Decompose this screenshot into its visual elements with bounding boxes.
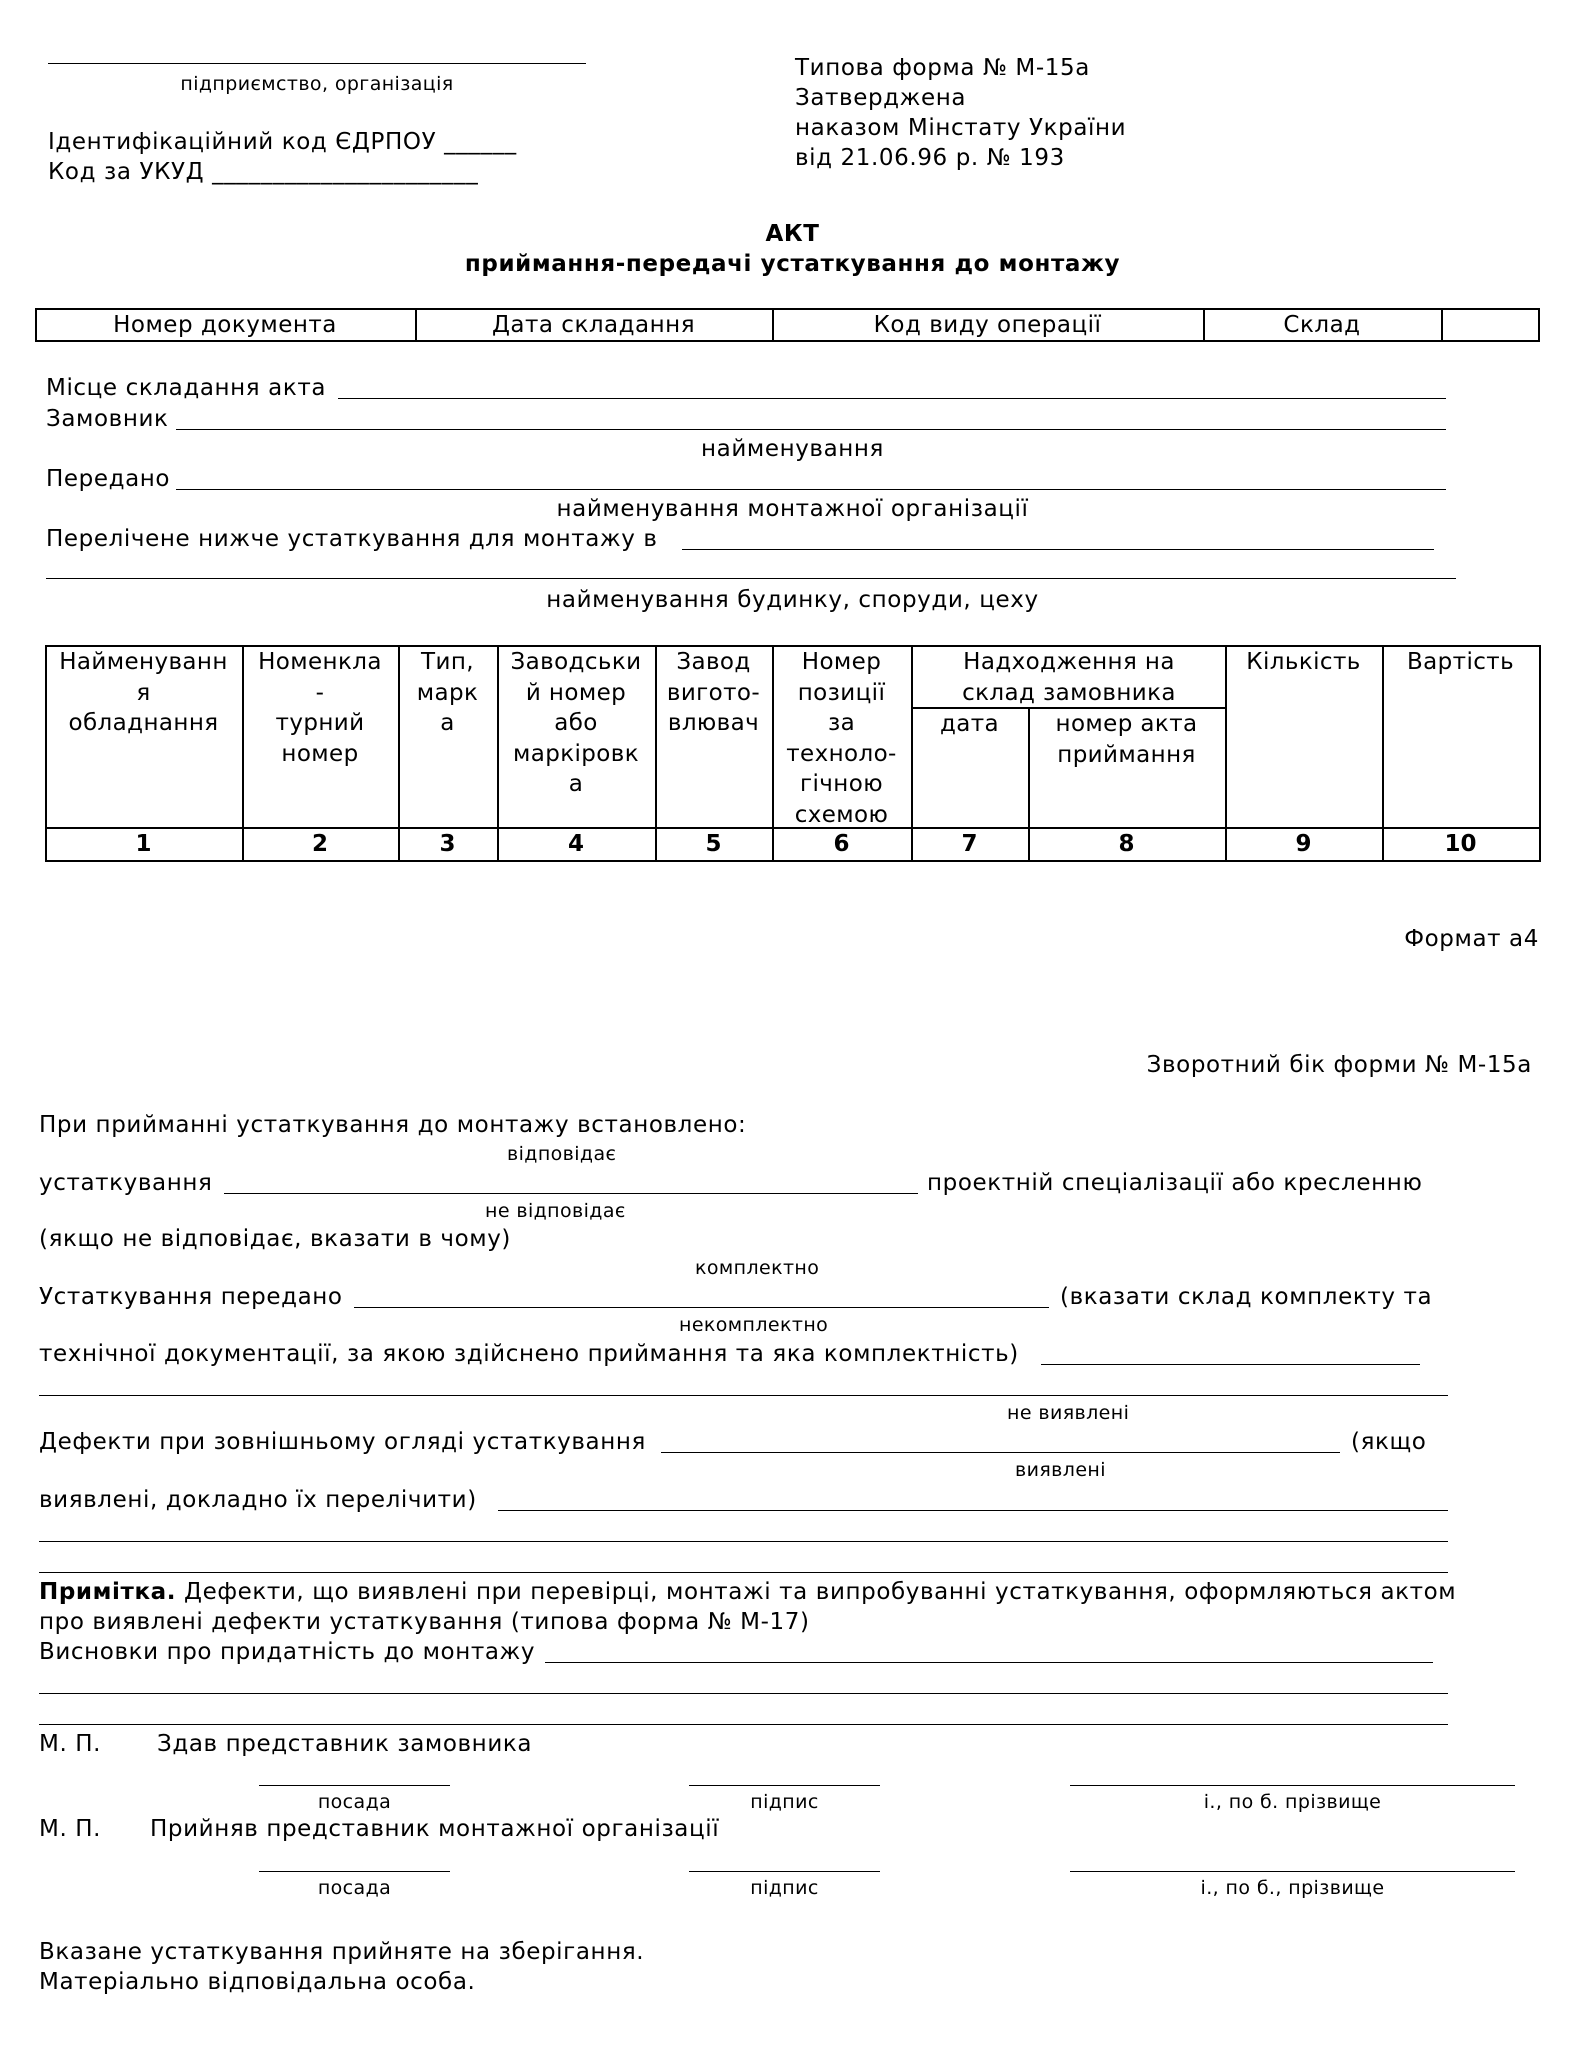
transferred-caption: найменування монтажної організації <box>556 496 1029 522</box>
position-caption: посада <box>317 1791 392 1813</box>
col-number: 10 <box>1444 831 1477 857</box>
signature-caption: підпис <box>750 1877 819 1899</box>
position-line <box>259 1871 450 1872</box>
intro-text: При прийманні устаткування до монтажу встановлено: <box>39 1112 747 1138</box>
form-number: Типова форма № М-15а <box>795 55 1090 81</box>
name-line <box>1070 1871 1515 1872</box>
responsible-text: Матеріально відповідальна особа. <box>39 1969 476 1995</box>
note-text: Примітка. Дефекти, що виявлені при перевірці, монтажі та випробуванні устаткування, оформляються актом <box>39 1579 1457 1605</box>
format-label: Формат а4 <box>1404 926 1539 952</box>
handed-label: Здав представник замовника <box>157 1731 533 1757</box>
transferred-text: Устаткування передано <box>39 1284 343 1310</box>
tech-docs-line-2 <box>39 1395 1448 1396</box>
col-number: 1 <box>135 831 152 857</box>
col-date-header: дата <box>939 711 1000 737</box>
back-side-label: Зворотний бік форми № М-15а <box>1146 1052 1532 1078</box>
customer-line <box>176 429 1446 430</box>
if-text: (якщо <box>1351 1429 1427 1455</box>
listed-line-2 <box>46 578 1456 579</box>
stored-text: Вказане устаткування прийняте на зберігання. <box>39 1939 645 1965</box>
complete-caption: комплектно <box>695 1257 820 1279</box>
doc-subtitle: приймання-передачі устаткування до монтажу <box>464 251 1121 277</box>
position-line <box>259 1785 450 1786</box>
conclusions-line-3 <box>39 1724 1448 1725</box>
listed-label: Перелічене нижче устаткування для монтажу в <box>46 526 658 552</box>
customer-label: Замовник <box>46 406 169 432</box>
edrpou-label: Ідентифікаційний код ЄДРПОУ ______ <box>48 129 517 155</box>
col-name-header: Найменуванн я обладнання <box>59 649 228 736</box>
doc-title: АКТ <box>765 221 820 247</box>
col-quantity-header: Кількість <box>1246 649 1361 675</box>
col-number: 7 <box>961 831 978 857</box>
form-order: наказом Мінстату України <box>795 115 1127 141</box>
conclusions-line-2 <box>39 1693 1448 1694</box>
transferred-line <box>176 489 1446 490</box>
doc-number-header: Номер документа <box>113 312 337 338</box>
conclusions-label: Висновки про придатність до монтажу <box>39 1639 536 1665</box>
col-number: 2 <box>311 831 328 857</box>
not-found-caption: не виявлені <box>1007 1402 1130 1424</box>
position-caption: посада <box>317 1877 392 1899</box>
found-caption: виявлені <box>1015 1459 1106 1481</box>
col-number: 5 <box>705 831 722 857</box>
col-type-header: Тип, марк а <box>416 649 479 736</box>
col-act-number-header: номер акта приймання <box>1055 711 1198 768</box>
name-caption: і., по б. прізвище <box>1203 1791 1382 1813</box>
defects-text: Дефекти при зовнішньому огляді устаткування <box>39 1429 646 1455</box>
building-caption: найменування будинку, споруди, цеху <box>546 587 1039 613</box>
correspondence-line <box>224 1193 918 1194</box>
col-position-header: Номер позиції за техноло- гічною схемою <box>786 649 897 828</box>
col-number: 6 <box>833 831 850 857</box>
equipment-label: устаткування <box>39 1170 213 1196</box>
col-number: 4 <box>567 831 584 857</box>
tech-docs-line <box>1041 1364 1420 1365</box>
not-corresponds-caption: не відповідає <box>485 1200 626 1222</box>
col-serial-header: Заводськи й номер або маркіровк а <box>510 649 642 797</box>
listed-line <box>682 549 1434 550</box>
customer-caption: найменування <box>701 436 884 462</box>
if-not-text: (якщо не відповідає, вказати в чому) <box>39 1226 511 1252</box>
operation-code-header: Код виду операції <box>873 312 1102 338</box>
received-label: Прийняв представник монтажної організації <box>150 1816 720 1842</box>
ukud-label: Код за УКУД ______________________ <box>48 159 479 185</box>
col-receipt-group-header: Надходження на склад замовника <box>962 649 1176 706</box>
col-cost-header: Вартість <box>1406 649 1515 675</box>
col-number: 9 <box>1295 831 1312 857</box>
signature-line <box>689 1871 880 1872</box>
defects-line <box>661 1452 1340 1453</box>
signature-line <box>689 1785 880 1786</box>
name-caption: і., по б., прізвище <box>1200 1877 1385 1899</box>
form-date: від 21.06.96 р. № 193 <box>795 145 1065 171</box>
defects-line-3 <box>39 1572 1448 1573</box>
list-defects-text: виявлені, докладно їх перелічити) <box>39 1487 477 1513</box>
completeness-line <box>354 1307 1049 1308</box>
specify-text: (вказати склад комплекту та <box>1060 1284 1433 1310</box>
stamp-label: М. П. <box>39 1816 102 1842</box>
conclusions-line <box>545 1662 1433 1663</box>
org-name-line <box>48 63 586 64</box>
list-defects-line <box>498 1510 1448 1511</box>
col-nomenclature-header: Номенкла - турний номер <box>258 649 382 767</box>
note-text-2: про виявлені дефекти устаткування (типова форма № М-17) <box>39 1609 810 1635</box>
col-number: 3 <box>439 831 456 857</box>
col-manufacturer-header: Завод вигото- влювач <box>666 649 761 736</box>
incomplete-caption: некомплектно <box>679 1314 829 1336</box>
form-approved: Затверджена <box>795 85 967 111</box>
doc-date-header: Дата складання <box>491 312 696 338</box>
col-number: 8 <box>1118 831 1135 857</box>
defects-line-2 <box>39 1541 1448 1542</box>
corresponds-caption: відповідає <box>507 1143 617 1165</box>
spec-text: проектній спеціалізації або кресленню <box>927 1170 1423 1196</box>
org-caption: підприємство, організація <box>180 73 454 95</box>
transferred-label: Передано <box>46 466 171 492</box>
warehouse-header: Склад <box>1283 312 1361 338</box>
place-label: Місце складання акта <box>46 375 327 401</box>
stamp-label: М. П. <box>39 1731 102 1757</box>
place-line <box>338 398 1446 399</box>
signature-caption: підпис <box>750 1791 819 1813</box>
tech-docs-text: технічної документації, за якою здійснено приймання та яка комплектність) <box>39 1341 1019 1367</box>
note-label: Примітка. <box>39 1579 177 1605</box>
name-line <box>1070 1785 1515 1786</box>
